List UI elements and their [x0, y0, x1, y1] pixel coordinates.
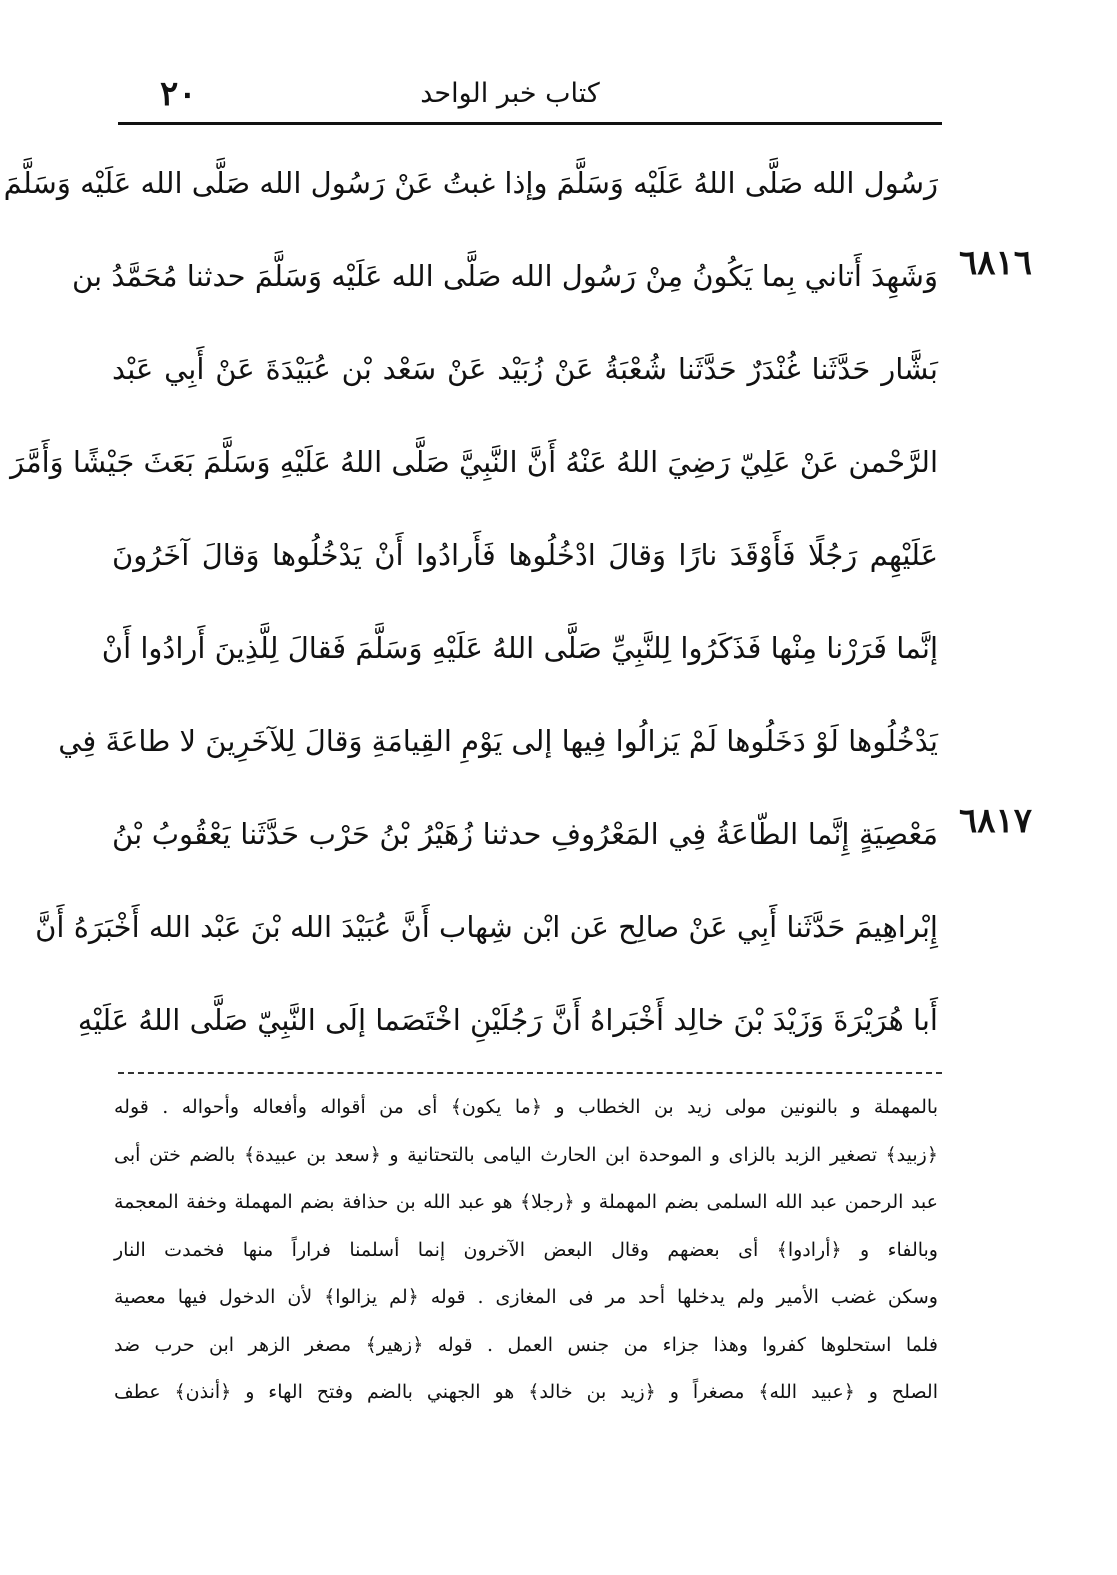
main-text-block: [3, 146, 938, 1076]
page-number: ٢٠: [160, 74, 197, 114]
text-line: بَشَّار حَدَّثَنا غُنْدَرٌ حَدَّثَنا شُعْبَةُ عَنْ زُبَيْد عَنْ سَعْد بْن عُبَيْدَةَ عَنْ أَبِي عَبْد: [112, 352, 938, 386]
footnote-line: الصلح و ﴿عبيد الله﴾ مصغراً و ﴿زيد بن خالد﴾ هو الجهني بالضم وفتح الهاء و ﴿أنذن﴾ عطف: [114, 1381, 938, 1403]
text-line: الرَّحْمن عَنْ عَلِيّ رَضِيَ اللهُ عَنْهُ أَنَّ النَّبِيَّ صَلَّى اللهُ عَلَيْهِ وَسَلَّمَ بَعَثَ جَيْشًا وَأَمَّرَ: [10, 445, 938, 479]
text-line: عَلَيْهِم رَجُلًا فَأَوْقَدَ نارًا وَقالَ ادْخُلُوها فَأَرادُوا أَنْ يَدْخُلُوها وَقالَ آخَرُونَ: [112, 538, 938, 572]
text-line: إنَّما فَرَرْنا مِنْها فَذَكَرُوا لِلنَّبِيِّ صَلَّى اللهُ عَلَيْهِ وَسَلَّمَ فَقالَ لِلَّذِينَ أَرادُوا أَنْ: [101, 631, 938, 665]
footnote-line: وبالفاء و ﴿أرادوا﴾ أى بعضهم وقال البعض الآخرون إنما أسلمنا فراراً منها فخمدت النار: [114, 1238, 938, 1261]
text-line: رَسُول الله صَلَّى اللهُ عَلَيْه وَسَلَّمَ وإذا غبتُ عَنْ رَسُول الله صَلَّى الله عَلَيْه وَسَلَّمَ: [3, 166, 938, 200]
text-line: أَبا هُرَيْرَةَ وَزَيْدَ بْنَ خالِد أَخْبَراهُ أَنَّ رَجُلَيْنِ اخْتَصَما إلَى النَّبِيّ صَلَّى اللهُ عَلَيْهِ: [77, 1003, 938, 1037]
footnote-line: وسكن غضب الأمير ولم يدخلها أحد مر فى المغازى . قوله ﴿لم يزالوا﴾ لأن الدخول فيها معصية: [114, 1286, 938, 1308]
text-line: وَشَهِدَ أَتاني بِما يَكُونُ مِنْ رَسُول الله صَلَّى الله عَلَيْه وَسَلَّمَ حدثنا مُحَمَّدُ بن: [71, 259, 938, 293]
footnote-line: فلما استحلوها كفروا وهذا جزاء من جنس العمل . قوله ﴿زهير﴾ مصغر الزهر ابن حرب ضد: [114, 1333, 938, 1356]
text-line: مَعْصِيَةٍ إِنَّما الطّاعَةُ فِي المَعْرُوفِ حدثنا زُهَيْرُ بْنُ حَرْب حَدَّثَنا يَعْقُوبُ بْنُ: [112, 817, 938, 851]
footnote-separator: [118, 1072, 942, 1074]
header-rule: [118, 122, 942, 125]
hadith-number-6816: ٦٨١٦: [958, 243, 1033, 283]
running-title: كتاب خبر الواحد: [420, 78, 600, 109]
footnote-line: ﴿زبيد﴾ تصغير الزبد بالزاى و الموحدة ابن الحارث اليامى بالتحتانية و ﴿سعد بن عبيدة﴾ بالضم ختن أبى: [114, 1143, 938, 1166]
text-line: يَدْخُلُوها لَوْ دَخَلُوها لَمْ يَزالُوا فِيها إلى يَوْمِ القِيامَةِ وَقالَ لِلآخَرِينَ لا طاعَةَ فِي: [58, 724, 938, 758]
text-line: إِبْراهِيمَ حَدَّثَنا أَبِي عَنْ صالِح عَن ابْن شِهاب أَنَّ عُبَيْدَ الله بْنَ عَبْد الله أَخْبَرَهُ أَنَّ: [35, 910, 938, 944]
footnotes-block: [114, 1087, 938, 1420]
footnote-line: بالمهملة و بالنونين مولى زيد بن الخطاب و ﴿ما يكون﴾ أى من أقواله وأفعاله وأحواله . قوله: [114, 1096, 938, 1118]
hadith-number-6817: ٦٨١٧: [958, 801, 1033, 841]
footnote-line: عبد الرحمن عبد الله السلمى بضم المهملة و ﴿رجلا﴾ هو عبد الله بن حذافة بضم المهملة وخفة المعجمة: [114, 1191, 938, 1213]
